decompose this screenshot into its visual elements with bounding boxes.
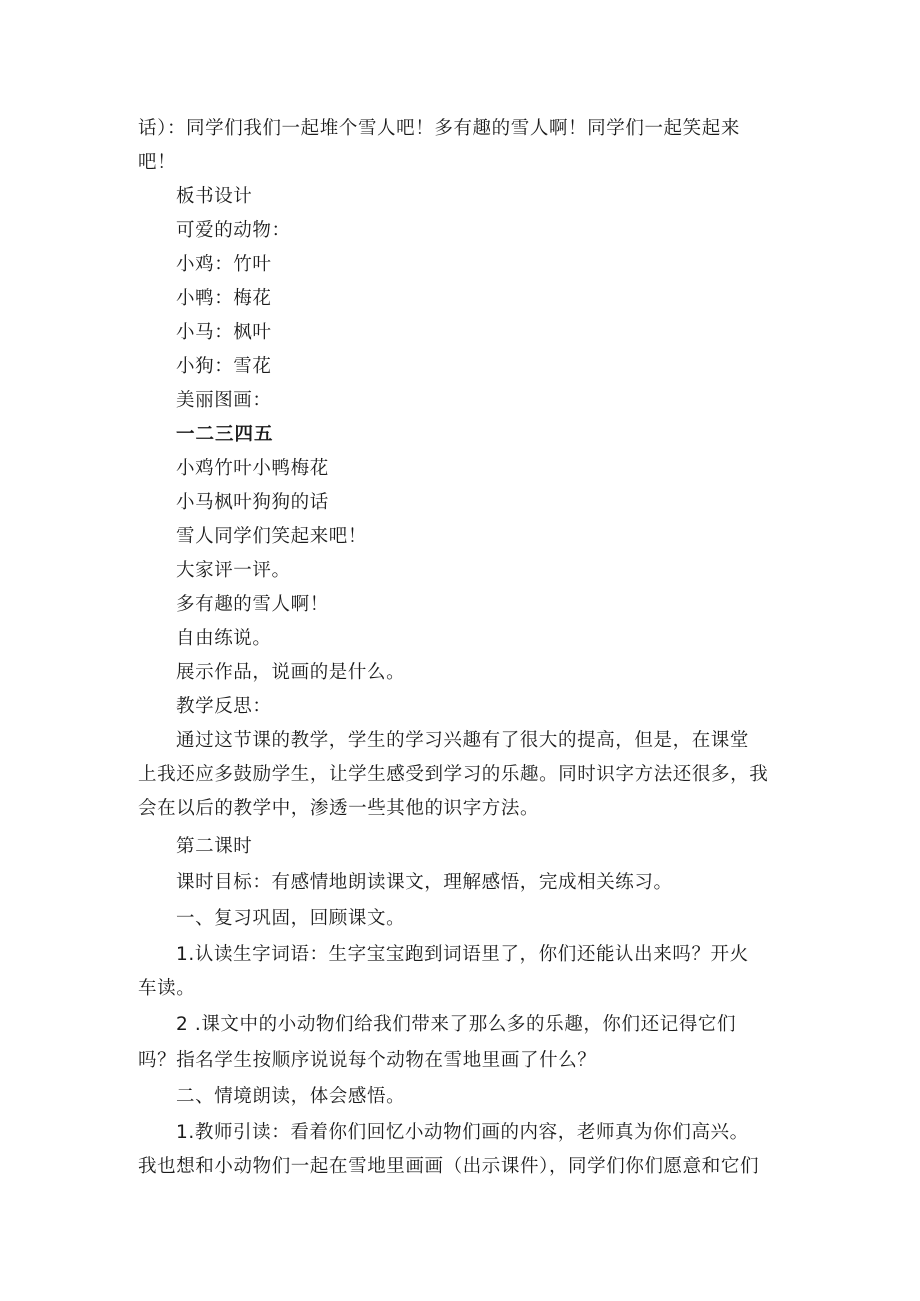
text-line: 自由练说。 [176,628,272,649]
text-line-bold: 一二三四五 [176,424,274,445]
text-line: 二、情境朗读，体会感悟。 [176,1086,406,1107]
paragraph-line: 会在以后的教学中，渗透一些其他的识字方法。 [138,798,540,819]
text-line: 小狗：雪花 [176,356,272,377]
text-line: 吧！ [138,152,177,173]
text-line: 小鸡：竹叶 [176,254,272,275]
text-line: 大家评一评。 [176,560,291,581]
paragraph-line: 上我还应多鼓励学生，让学生感受到学习的乐趣。同时识字方法还很多，我 [138,764,769,785]
paragraph-line: 2 .课文中的小动物们给我们带来了那么多的乐趣，你们还记得它们 [176,1014,737,1035]
text-line: 小马枫叶狗狗的话 [176,492,329,513]
paragraph-line: 车读。 [138,978,196,999]
section-heading: 第二课时 [176,836,253,857]
text-line: 话）：同学们我们一起堆个雪人吧！多有趣的雪人啊！同学们一起笑起来 [138,118,740,139]
text-line: 小马：枫叶 [176,322,272,343]
paragraph-line: 1.教师引读：看着你们回忆小动物们画的内容，老师真为你们高兴。 [176,1122,749,1143]
paragraph-line: 通过这节课的教学，学生的学习兴趣有了很大的提高，但是，在课堂 [176,730,750,751]
text-line: 多有趣的雪人啊！ [176,594,329,615]
text-line: 展示作品，说画的是什么。 [176,662,406,683]
paragraph-line: 吗？指名学生按顺序说说每个动物在雪地里画了什么？ [138,1050,597,1071]
text-line: 美丽图画： [176,390,272,411]
text-line: 可爱的动物： [176,220,291,241]
section-heading: 教学反思： [176,696,272,717]
text-line: 课时目标：有感情地朗读课文，理解感悟，完成相关练习。 [176,872,673,893]
section-heading: 板书设计 [176,186,253,207]
text-line: 小鸡竹叶小鸭梅花 [176,458,329,479]
paragraph-line: 我也想和小动物们一起在雪地里画画（出示课件），同学们你们愿意和它们 [138,1156,760,1177]
paragraph-line: 1.认读生字词语：生字宝宝跑到词语里了，你们还能认出来吗？开火 [176,944,749,965]
text-line: 一、复习巩固，回顾课文。 [176,908,406,929]
text-line: 雪人同学们笑起来吧！ [176,526,368,547]
text-line: 小鸭：梅花 [176,288,272,309]
